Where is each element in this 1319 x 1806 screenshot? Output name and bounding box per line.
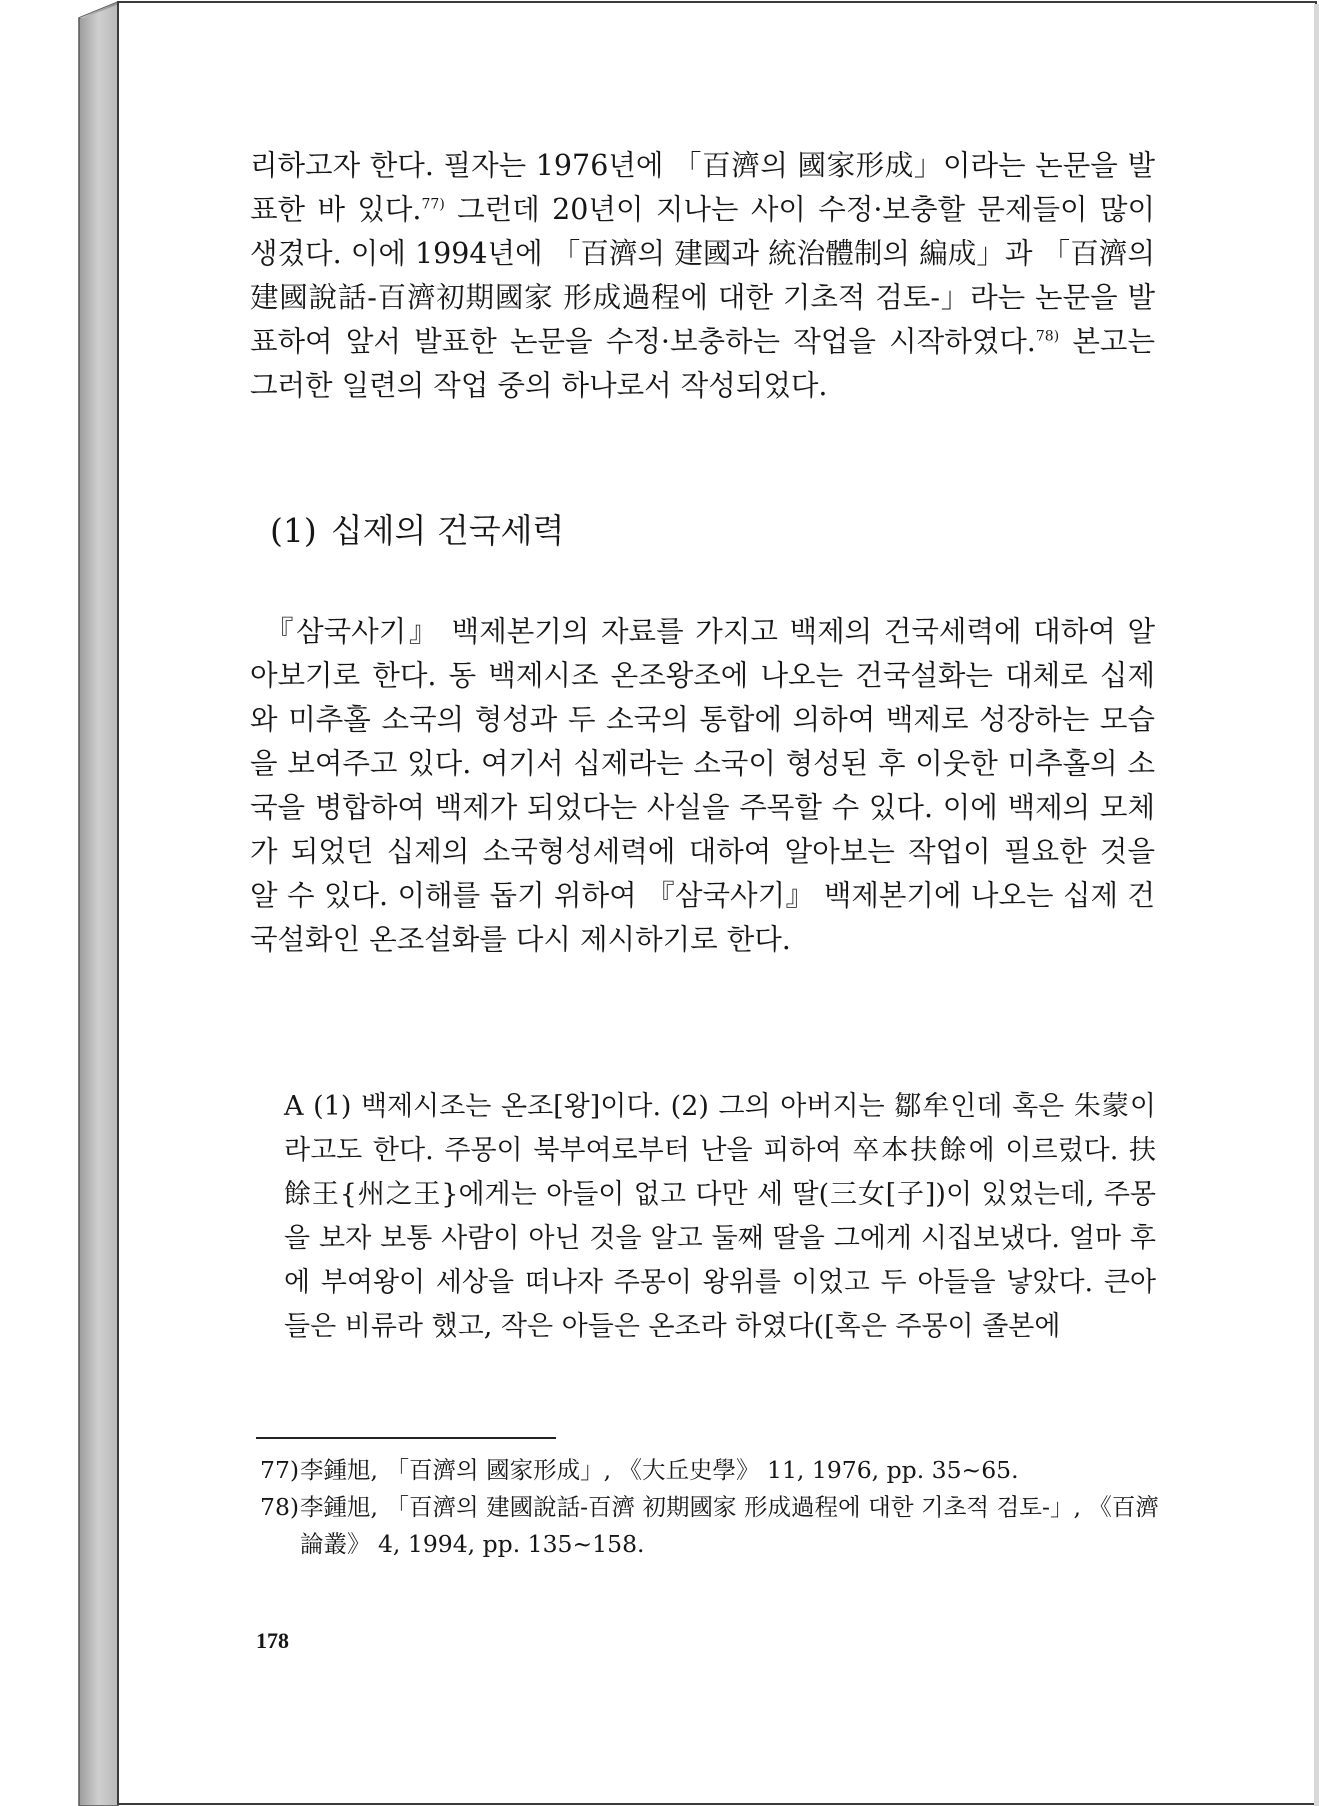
section-heading-title: 십제의 건국세력 — [330, 511, 565, 550]
paragraph-1-text-b: 그런데 20년이 지나는 사이 수정·보충할 문제들이 많이 생겼다. 이에 1994년에 「百濟의 建國과 統治體制의 編成」과 「百濟의 建國說話-百濟初期國家 形成過程에 대한 기초적 검토-」라는 논문을 발표하여 앞서 발표한 논문을 수정·보충하는 작업을 시작하였다. — [250, 193, 1155, 358]
footnote-list — [260, 1452, 1160, 1563]
body-paragraph-1 — [250, 144, 1155, 408]
footnote-item — [260, 1452, 1160, 1489]
section-heading-number: (1) — [270, 511, 317, 550]
page-number: 178 — [256, 1628, 289, 1653]
footnote-number: 78) — [260, 1493, 300, 1521]
footnote-ref-78[interactable]: 78) — [1035, 328, 1060, 345]
body-paragraph-2: 『삼국사기』 백제본기의 자료를 가지고 백제의 건국세력에 대하여 알아보기로 한다. 동 백제시조 온조왕조에 나오는 건국설화는 대체로 십제와 미추홀 소국의 형성과 두 소국의 통합에 의하여 백제로 성장하는 모습을 보여주고 있다. 여기서 십제라는 소국이 형성된 후 이웃한 미추홀의 소국을 병합하여 백제가 되었다는 사실을 주목할 수 있다. 이에 백제의 모체가 되었던 십제의 소국형성세력에 대하여 알아보는 작업이 필요한 것을 알 수 있다. 이해를 돕기 위하여 『삼국사기』 백제본기에 나오는 십제 건국설화인 온조설화를 다시 제시하기로 한다. — [250, 615, 1155, 956]
footnote-ref-77[interactable]: 77) — [421, 196, 445, 213]
footnote-divider — [256, 1437, 556, 1439]
quoted-source-text: A (1) 백제시조는 온조[왕]이다. (2) 그의 아버지는 鄒牟인데 혹은 朱蒙이라고도 한다. 주몽이 북부여로부터 난을 피하여 卒本扶餘에 이르렀다. 扶餘王{州之王}에게는 아들이 없고 다만 세 딸(三女[子])이 있었는데, 주몽을 보자 보통 사람이 아닌 것을 알고 둘째 딸을 그에게 시집보냈다. 얼마 후에 부여왕이 세상을 떠나자 주몽이 왕위를 이었고 두 아들을 낳았다. 큰아들은 비류라 했고, 작은 아들은 온조라 하였다([혹은 주몽이 졸본에 — [284, 1091, 1156, 1342]
footnote-text: 李鍾旭, 「百濟의 國家形成」, 《大丘史學》 11, 1976, pp. 35~65. — [300, 1456, 1019, 1484]
paragraph-1-text-c: 본고는 그러한 일련의 작업 중의 하나로서 작성되었다. — [250, 325, 1155, 402]
section-heading — [270, 509, 564, 553]
footnote-item — [260, 1489, 1160, 1563]
footnote-number: 77) — [260, 1456, 300, 1484]
footnote-text: 李鍾旭, 「百濟의 建國說話-百濟 初期國家 形成過程에 대한 기초적 검토-」, 《百濟論叢》 4, 1994, pp. 135~158. — [300, 1493, 1159, 1558]
paragraph-1-text-a: 리하고자 한다. 필자는 1976년에 「百濟의 國家形成」이라는 논문을 발표한 바 있다. — [250, 149, 1155, 226]
